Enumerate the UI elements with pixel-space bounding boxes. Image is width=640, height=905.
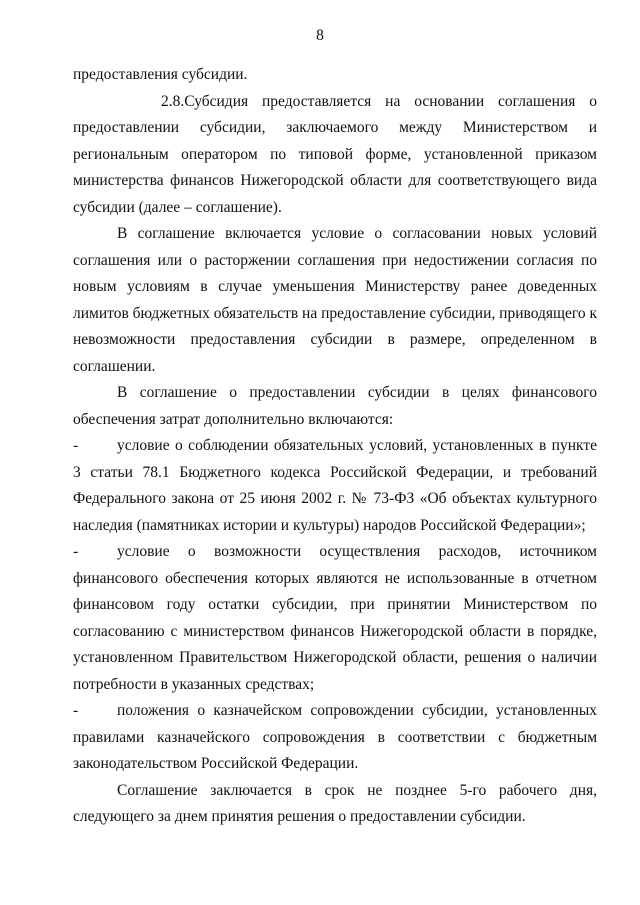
paragraph-agreement-conditions: В соглашение включается условие о согласовании новых условий соглашения или о расторжении соглашения при недостижении согласия по новым условиям в случае уменьшения Министерству ранее доведенных лимитов бюджетных обязательств на предоставление субсидии, приводящего к невозможности предоставления субсидии в размере, определенном в соглашении. (73, 225, 597, 375)
page-number: 8 (316, 27, 324, 44)
clause-number: 2.8. (161, 92, 185, 110)
list-item (73, 539, 597, 698)
paragraph-text: Субсидия предоставляется на основании соглашения о предоставлении субсидии, заключаемого между Министерством и региональным оператором по типовой форме, установленной приказом министерства финансов Нижегородской области для соответствующего вида субсидии (далее – соглашение). (73, 92, 597, 216)
paragraph-additional-conditions: В соглашение о предоставлении субсидии в целях финансового обеспечения затрат дополнительно включаются: (73, 384, 597, 428)
list-item-text: условие о возможности осуществления расходов, источником финансового обеспечения которых являются не использованные в отчетном финансовом году остатки субсидии, при принятии Министерством по согласованию с министерством финансов Нижегородской области в порядке, установленном Правительством Нижегородской области, решения о наличии потребности в указанных средствах; (73, 543, 597, 693)
list-item-text: условие о соблюдении обязательных условий, установленных в пункте 3 статьи 78.1 Бюджетного кодекса Российской Федерации, и требований Федерального закона от 25 июня 2002 г. № 73-ФЗ «Об объектах культурного наследия (памятниках истории и культуры) народов Российской Федерации»; (73, 437, 597, 534)
list-item (73, 433, 597, 539)
list-marker: - (73, 702, 79, 719)
paragraph-continuation: предоставления субсидии. (73, 66, 248, 83)
document-body (73, 62, 597, 831)
list-marker: - (73, 437, 79, 454)
paragraph-2-8 (73, 89, 597, 222)
list-marker: - (73, 543, 79, 560)
list-item (73, 698, 597, 778)
paragraph-agreement-deadline: Соглашение заключается в срок не позднее 5-го рабочего дня, следующего за днем принятия решения о предоставлении субсидии. (73, 781, 597, 825)
list-item-text: положения о казначейском сопровождении субсидии, установленных правилами казначейского сопровождения в соответствии с бюджетным законодательством Российской Федерации. (73, 702, 597, 772)
